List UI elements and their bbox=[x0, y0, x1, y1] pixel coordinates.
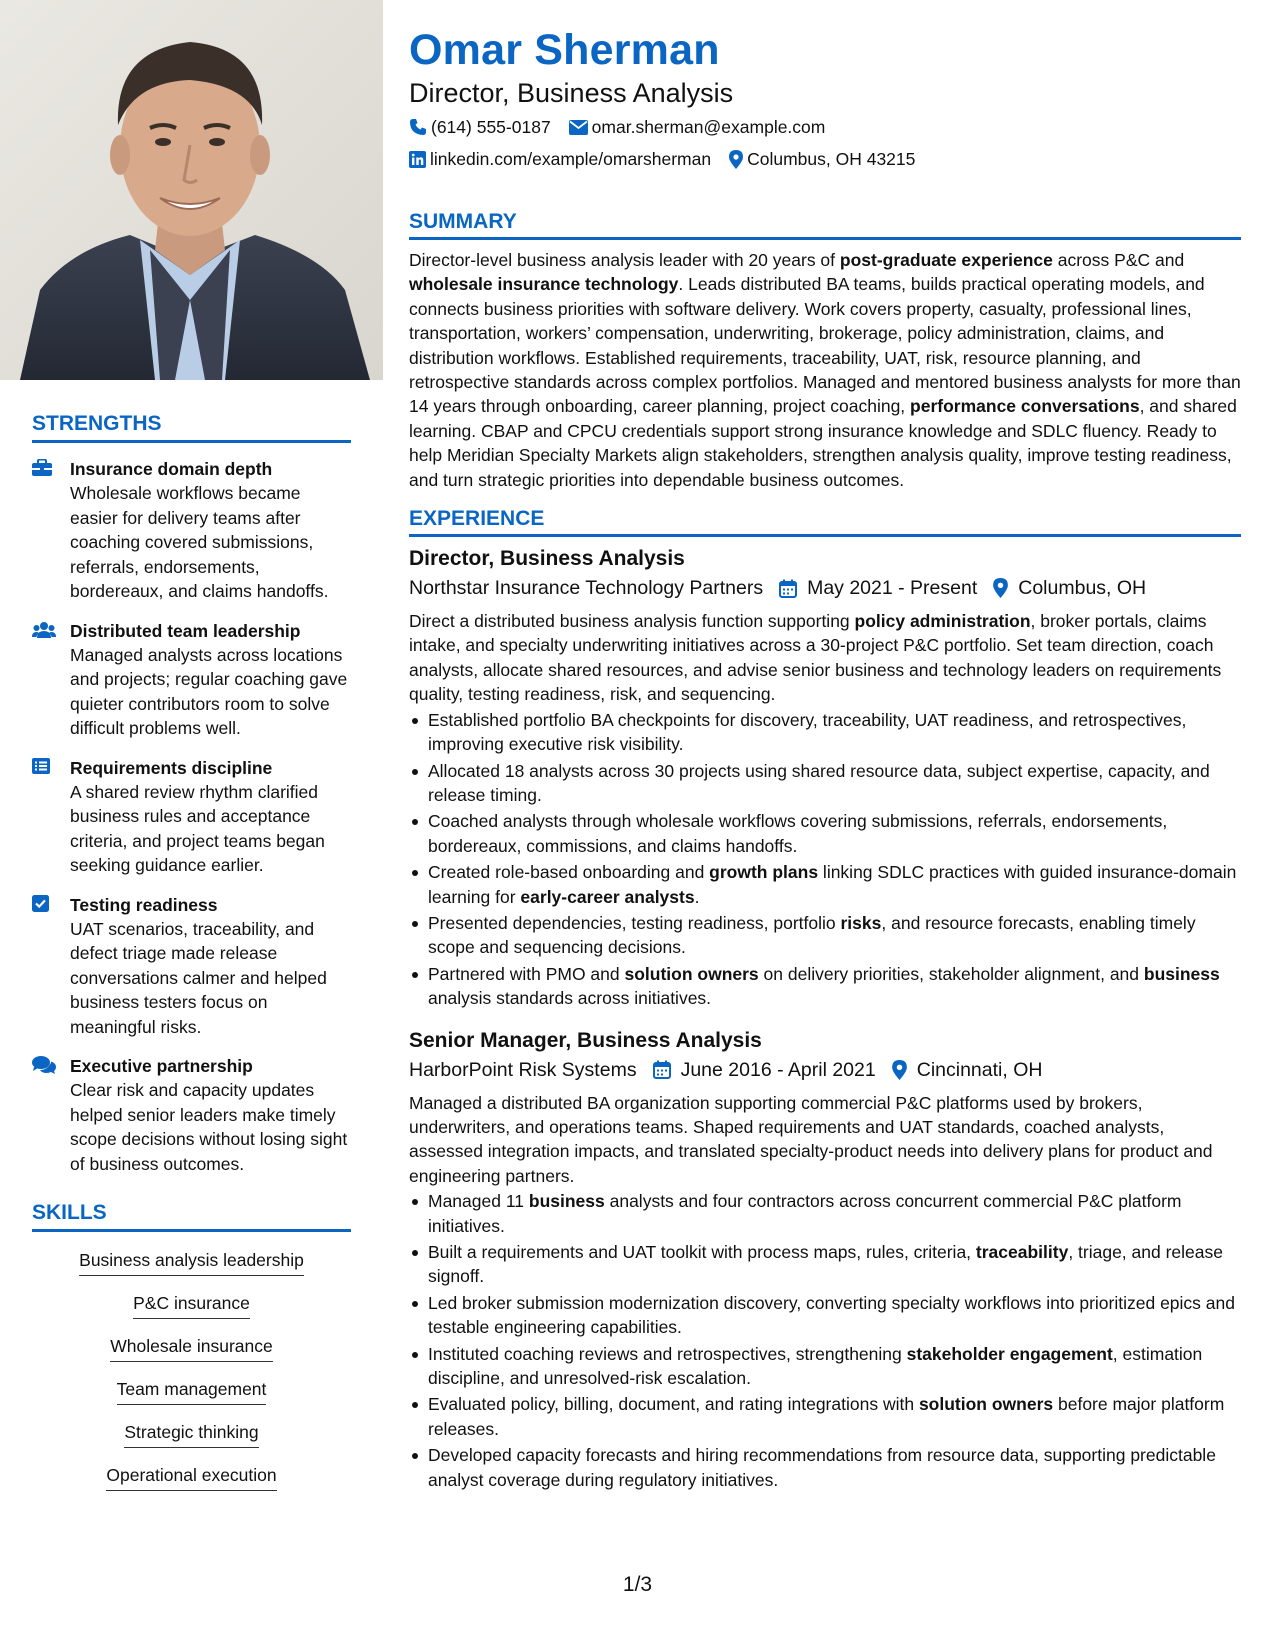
experience-role bbox=[409, 1027, 1241, 1493]
role-meta bbox=[409, 573, 1241, 603]
role-title: Senior Manager, Business Analysis bbox=[409, 1028, 762, 1052]
role-dates: May 2021 - Present bbox=[807, 577, 978, 600]
envelope-icon bbox=[569, 120, 588, 135]
strength-title: Distributed team leadership bbox=[70, 620, 301, 641]
strength-desc: UAT scenarios, traceability, and defect triage made release conversations calmer and helped business testers focus on meaningful risks. bbox=[70, 918, 327, 1037]
strength-item bbox=[32, 756, 351, 878]
role-meta bbox=[409, 1055, 1241, 1085]
contact-row bbox=[409, 144, 1241, 174]
strength-item bbox=[32, 893, 351, 1040]
users-icon bbox=[32, 619, 70, 741]
summary-text: Director-level business analysis leader with 20 years of post-graduate experience across P&C and wholesale insurance technology. Leads distributed BA teams, builds practical operating models, and connects business priorities with software delivery. Work covers property, casualty, professional lines, transportation, workers’ compensation, underwriting, brokerage, policy administration, claims, and distribution workflows. Established requirements, traceability, UAT, risk, resource planning, and retrospective standards across complex portfolios. Managed and mentored business analysts for more than 14 years through onboarding, career planning, project coaching, performance conversations, and shared learning. CBAP and CPCU credentials support strong insurance knowledge and SDLC fluency. Ready to help Meridian Specialty Markets align stakeholders, strengthen analysis quality, improve testing readiness, and turn strategic priorities into dependable business outcomes. bbox=[409, 250, 1241, 490]
summary-heading: SUMMARY bbox=[409, 210, 1241, 240]
calendar-icon bbox=[653, 1060, 671, 1079]
linkedin-icon bbox=[409, 151, 426, 168]
profile-photo bbox=[0, 0, 383, 380]
sidebar bbox=[0, 0, 383, 1650]
role-bullets bbox=[409, 1189, 1241, 1492]
bullet-item: Established portfolio BA checkpoints for discovery, traceability, UAT readiness, and retrospectives, improving executive risk visibility. bbox=[409, 708, 1241, 757]
email-contact[interactable] bbox=[569, 112, 826, 142]
experience-role bbox=[409, 545, 1241, 1011]
bullet-item: Created role-based onboarding and growth plans linking SDLC practices with guided insurance-domain learning for early-career analysts. bbox=[409, 860, 1241, 909]
main-content bbox=[409, 24, 1241, 1494]
role-location: Columbus, OH bbox=[1018, 577, 1147, 600]
company-name: Northstar Insurance Technology Partners bbox=[409, 577, 764, 600]
calendar-icon bbox=[779, 579, 797, 598]
role-description: Direct a distributed business analysis function supporting policy administration, broker portals, claims intake, and specialty underwriting initiatives across a 30-project P&C portfolio. Set team direction, coach analysts, allocate shared resources, and advise senior business and technology leaders on requirements quality, testing readiness, risk, and sequencing. bbox=[409, 611, 1222, 705]
location-contact bbox=[729, 144, 915, 174]
map-pin-icon bbox=[892, 1060, 907, 1080]
phone-text: (614) 555-0187 bbox=[431, 117, 551, 137]
strength-item bbox=[32, 1054, 351, 1176]
role-location: Cincinnati, OH bbox=[916, 1058, 1043, 1081]
map-pin-icon bbox=[729, 150, 743, 169]
comments-icon bbox=[32, 1054, 70, 1176]
skill-tag: Business analysis leadership bbox=[79, 1248, 304, 1276]
bullet-item: Allocated 18 analysts across 30 projects using shared resource data, subject expertise, capacity, and release timing. bbox=[409, 759, 1241, 808]
bullet-item: Built a requirements and UAT toolkit with process maps, rules, criteria, traceability, triage, and release signoff. bbox=[409, 1240, 1241, 1289]
strength-title: Requirements discipline bbox=[70, 757, 273, 778]
bullet-item: Led broker submission modernization discovery, converting specialty workflows into prioritized epics and testable engineering capabilities. bbox=[409, 1291, 1241, 1340]
strength-desc: A shared review rhythm clarified business rules and acceptance criteria, and project teams began seeking guidance earlier. bbox=[70, 781, 325, 875]
strength-desc: Clear risk and capacity updates helped senior leaders make timely scope decisions without losing sight of business outcomes. bbox=[70, 1080, 348, 1174]
strength-desc: Managed analysts across locations and projects; regular coaching gave quieter contributors room to solve difficult problems well. bbox=[70, 644, 348, 738]
bullet-item: Managed 11 business analysts and four contractors across concurrent commercial P&C platform initiatives. bbox=[409, 1189, 1241, 1238]
strength-item bbox=[32, 619, 351, 741]
strength-title: Insurance domain depth bbox=[70, 459, 273, 479]
checkbox-icon bbox=[32, 893, 70, 1040]
list-icon bbox=[32, 756, 70, 878]
bullet-item: Developed capacity forecasts and hiring recommendations from resource data, supporting predictable analyst coverage during regulatory initiatives. bbox=[409, 1443, 1241, 1492]
phone-icon bbox=[409, 118, 427, 136]
skill-tag: Team management bbox=[117, 1377, 267, 1405]
strength-item bbox=[32, 457, 351, 604]
skills-list bbox=[32, 1248, 351, 1506]
bullet-item: Evaluated policy, billing, document, and rating integrations with solution owners before major platform releases. bbox=[409, 1392, 1241, 1441]
role-description: Managed a distributed BA organization supporting commercial P&C platforms used by brokers, underwriters, and operations teams. Shaped requirements and UAT standards, coached analysts, assessed integration impacts, and translated specialty-product needs into delivery plans for product and engineering partners. bbox=[409, 1092, 1213, 1186]
strength-desc: Wholesale workflows became easier for delivery teams after coaching covered submissions, referrals, endorsements, bordereaux, and claims handoffs. bbox=[70, 483, 329, 601]
candidate-name: Omar Sherman bbox=[409, 26, 720, 74]
sidebar-content bbox=[32, 412, 351, 1506]
candidate-title: Director, Business Analysis bbox=[409, 78, 734, 108]
briefcase-icon bbox=[32, 457, 70, 604]
phone-contact bbox=[409, 112, 551, 142]
skills-heading: SKILLS bbox=[32, 1201, 351, 1232]
strength-title: Testing readiness bbox=[70, 894, 218, 915]
contact-row bbox=[409, 112, 1241, 142]
role-dates: June 2016 - April 2021 bbox=[680, 1058, 876, 1081]
linkedin-contact[interactable] bbox=[409, 144, 711, 174]
skill-tag: Operational execution bbox=[106, 1463, 276, 1491]
location-text: Columbus, OH 43215 bbox=[747, 149, 916, 169]
skill-tag: Strategic thinking bbox=[124, 1420, 258, 1448]
role-title: Director, Business Analysis bbox=[409, 547, 685, 571]
linkedin-text[interactable]: linkedin.com/example/omarsherman bbox=[430, 149, 712, 169]
skill-tag: Wholesale insurance bbox=[110, 1334, 272, 1362]
skill-tag: P&C insurance bbox=[133, 1291, 250, 1319]
page-number: 1/3 bbox=[622, 1573, 653, 1596]
bullet-item: Coached analysts through wholesale workflows covering submissions, referrals, endorsements, bordereaux, commissions, and claims handoffs. bbox=[409, 809, 1241, 858]
company-name: HarborPoint Risk Systems bbox=[409, 1058, 637, 1081]
role-bullets bbox=[409, 708, 1241, 1011]
email-text[interactable]: omar.sherman@example.com bbox=[591, 117, 826, 137]
bullet-item: Instituted coaching reviews and retrospectives, strengthening stakeholder engagement, estimation discipline, and unresolved-risk escalation. bbox=[409, 1342, 1241, 1391]
strength-title: Executive partnership bbox=[70, 1056, 253, 1076]
bullet-item: Presented dependencies, testing readiness, portfolio risks, and resource forecasts, enabling timely scope and sequencing decisions. bbox=[409, 911, 1241, 960]
bullet-item: Partnered with PMO and solution owners on delivery priorities, stakeholder alignment, and business analysis standards across initiatives. bbox=[409, 962, 1241, 1011]
strengths-heading: STRENGTHS bbox=[32, 412, 351, 443]
experience-heading: EXPERIENCE bbox=[409, 507, 1241, 537]
map-pin-icon bbox=[993, 578, 1008, 598]
